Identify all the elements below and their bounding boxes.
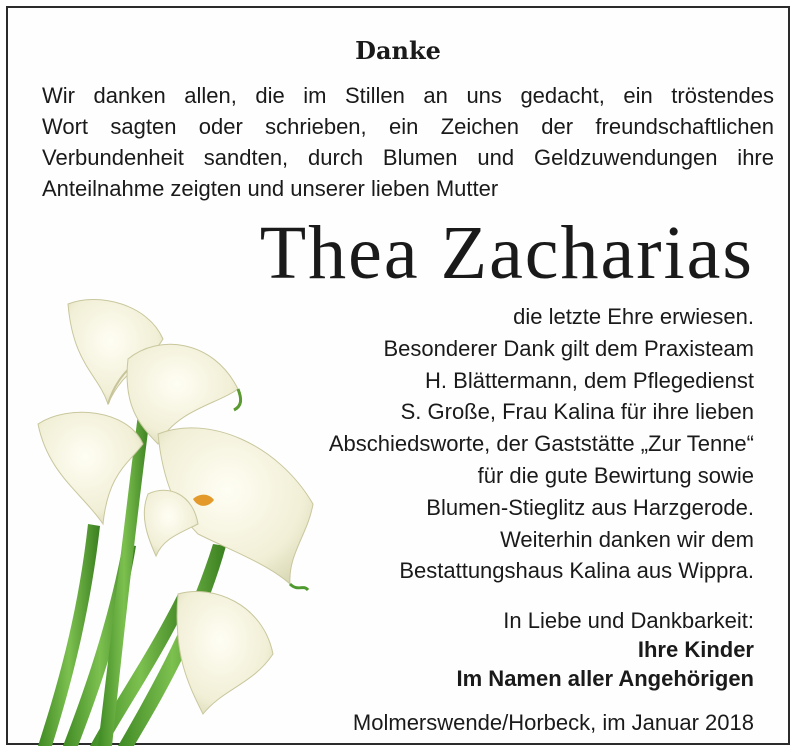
body-line: die letzte Ehre erwiesen.: [513, 304, 754, 329]
notice-heading: Danke: [355, 36, 441, 65]
closing-line: In Liebe und Dankbarkeit:: [503, 608, 754, 633]
calla-lily-bouquet-icon: [28, 294, 328, 746]
intro-line: Verbundenheit sandten, durch Blumen und Geldzuwendungen ihre: [42, 145, 774, 170]
intro-line: Anteilnahme zeigten und unserer lieben Mutter: [42, 176, 499, 201]
signature-relatives: Im Namen aller Angehörigen: [456, 666, 754, 691]
closing-block: [457, 606, 754, 693]
body-line: Besonderer Dank gilt dem Praxisteam: [383, 335, 754, 361]
intro-line: Wort sagten oder schrieben, ein Zeichen der freundschaftlichen: [42, 114, 774, 139]
signature-children: Ihre Kinder: [637, 637, 754, 662]
place-date: Molmerswende/Horbeck, im Januar 2018: [352, 710, 754, 735]
body-line: Blumen-Stieglitz aus Harzgerode.: [426, 494, 754, 520]
thanks-body: [329, 301, 754, 587]
body-line: Weiterhin danken wir dem: [500, 526, 754, 552]
notice-frame: [6, 6, 790, 745]
body-line: H. Blättermann, dem Pflegedienst: [425, 367, 754, 393]
body-line: für die gute Bewirtung sowie: [477, 462, 754, 488]
intro-line: Wir danken allen, die im Stillen an uns gedacht, ein tröstendes: [42, 83, 774, 108]
body-line: S. Große, Frau Kalina für ihre lieben: [400, 399, 754, 425]
body-line: Abschiedsworte, der Gaststätte „Zur Tenne“: [328, 431, 754, 457]
deceased-name: Thea Zacharias: [259, 211, 754, 295]
body-line: Bestattungshaus Kalina aus Wippra.: [399, 558, 754, 584]
intro-paragraph: [42, 80, 774, 204]
